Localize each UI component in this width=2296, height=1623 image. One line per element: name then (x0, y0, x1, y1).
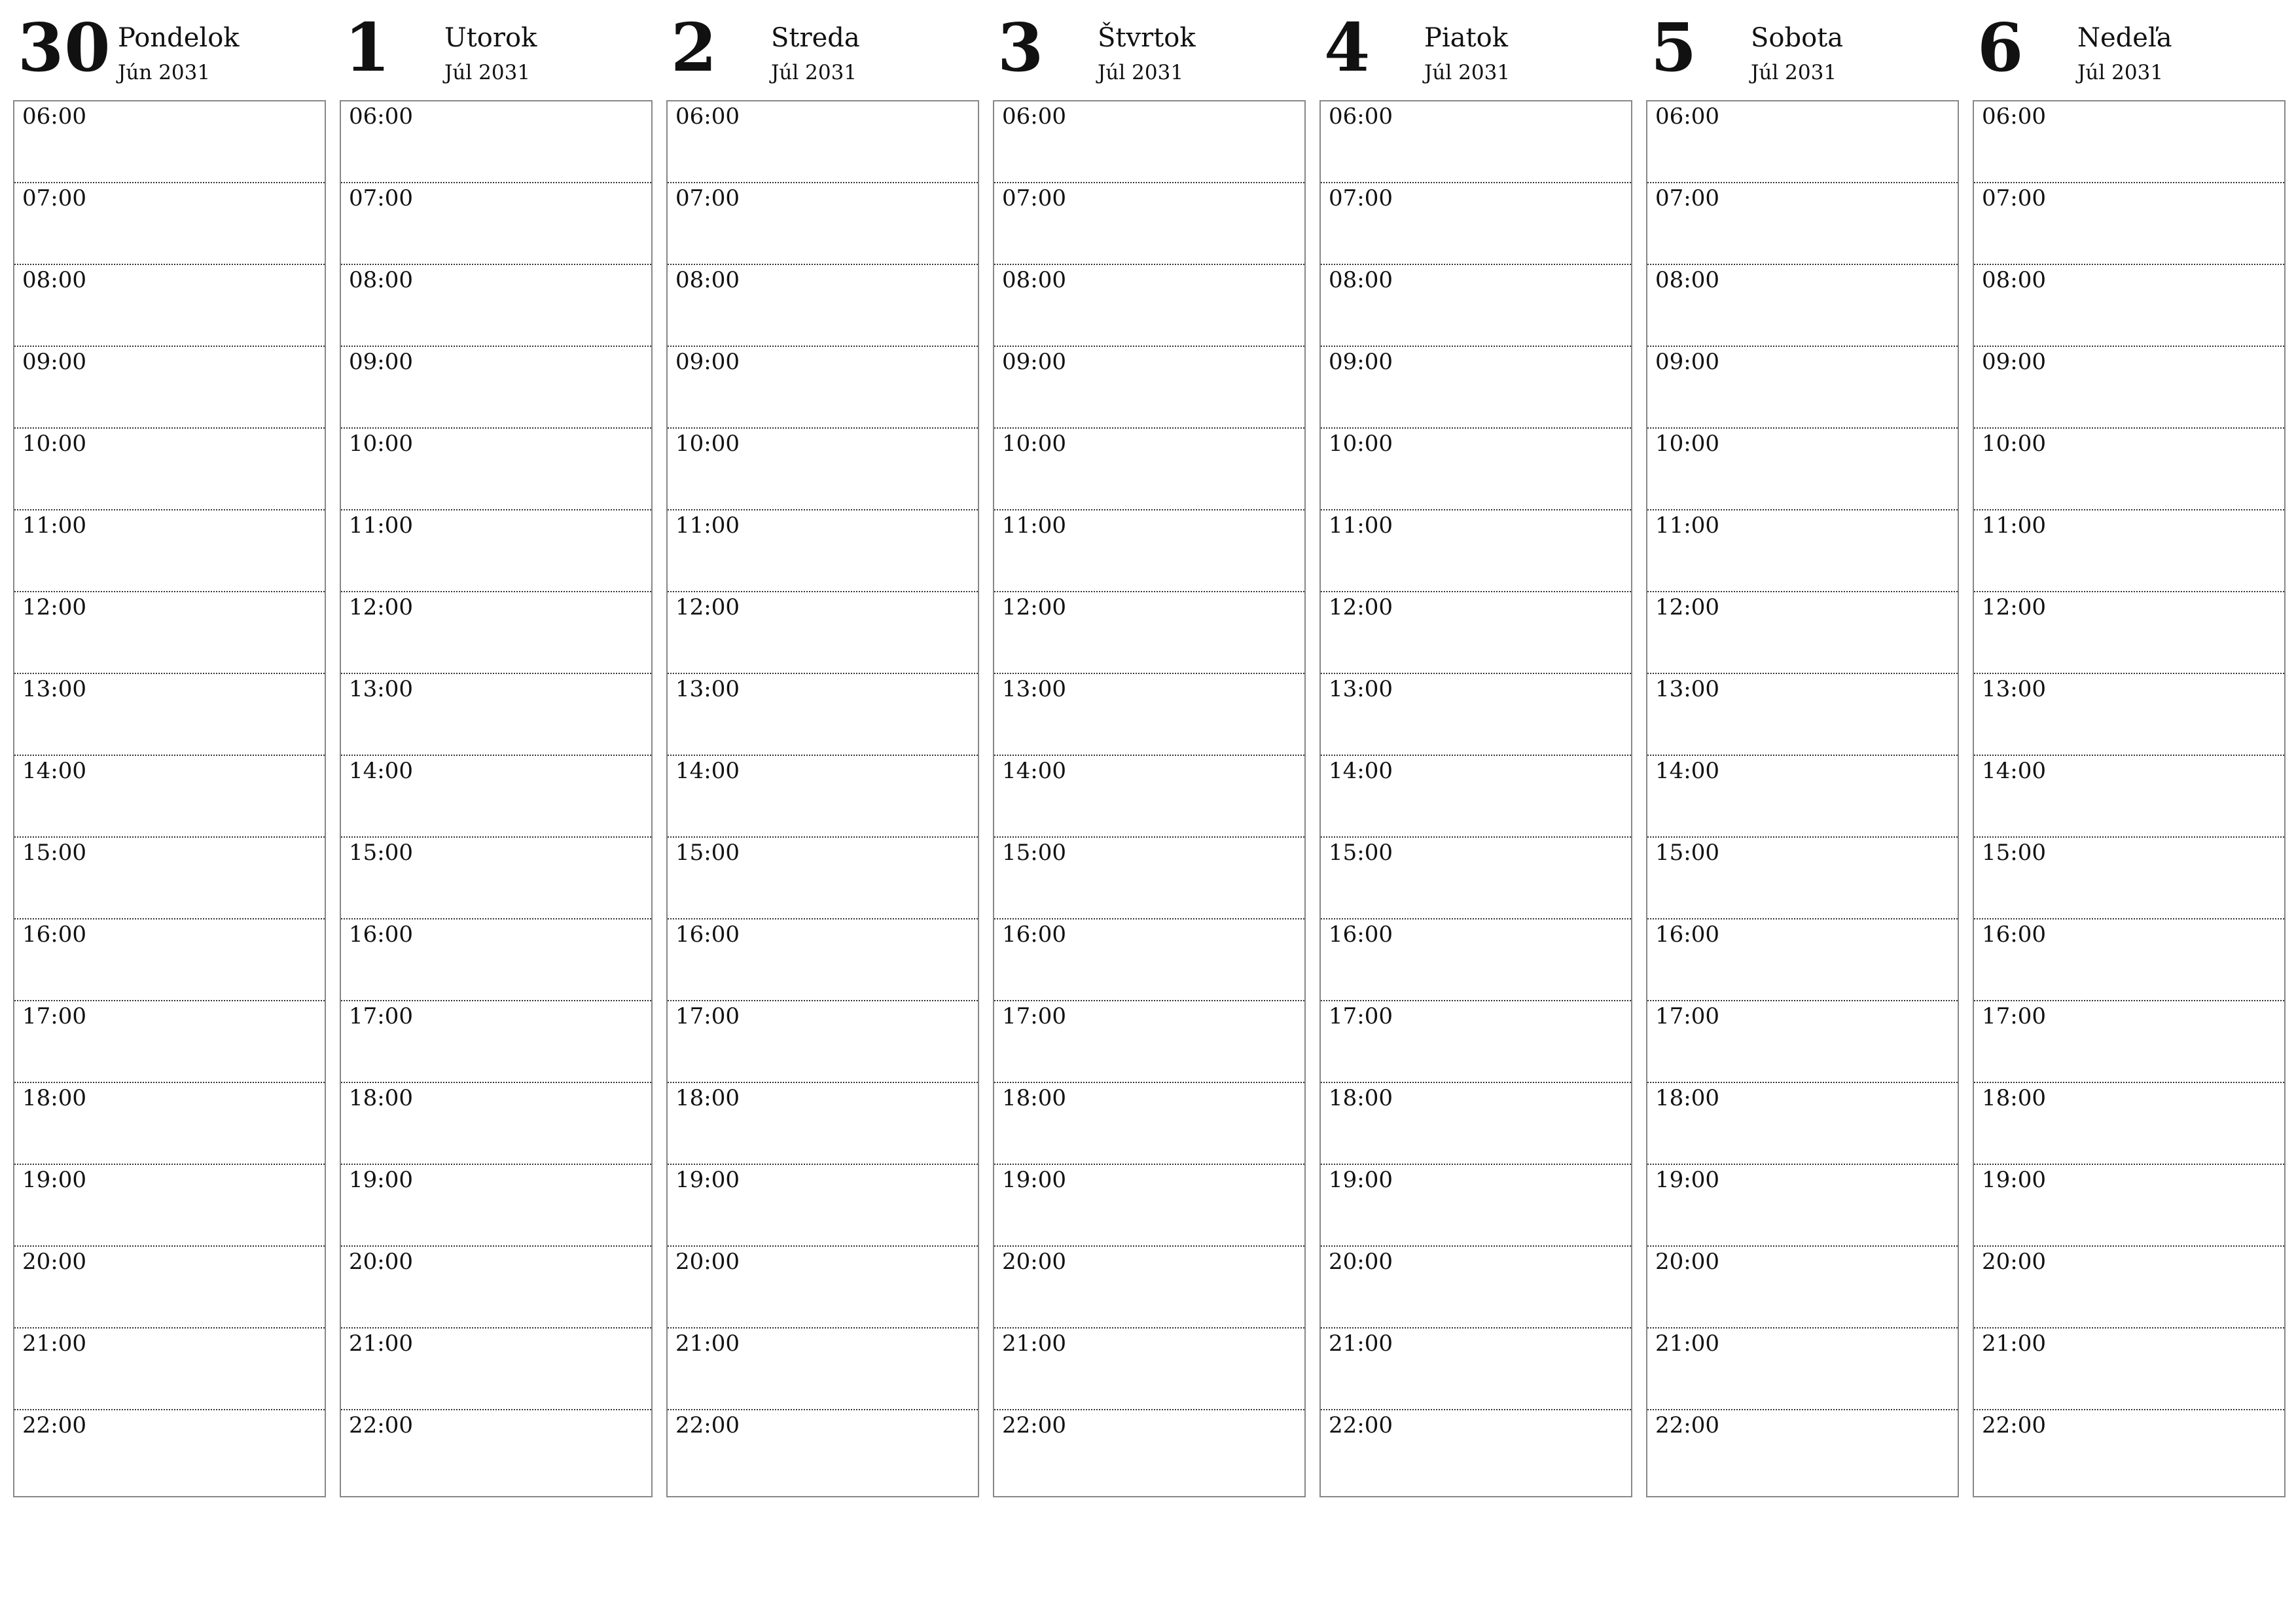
hour-label: 07:00 (675, 185, 740, 211)
hour-slot (1647, 1083, 1958, 1165)
hour-label: 12:00 (22, 594, 86, 620)
hour-label: 10:00 (675, 431, 740, 457)
hour-label: 21:00 (1329, 1330, 1393, 1357)
day-header (993, 0, 1306, 100)
hour-label: 06:00 (1655, 103, 1719, 130)
hour-label: 15:00 (349, 840, 413, 866)
hour-label: 17:00 (1982, 1003, 2046, 1029)
hour-label: 21:00 (349, 1330, 413, 1357)
hour-slot (341, 1410, 651, 1492)
hour-slot (1974, 1410, 2284, 1492)
hour-label: 12:00 (1982, 594, 2046, 620)
day-number: 1 (344, 9, 391, 86)
hour-slot (1321, 1001, 1631, 1083)
hour-label: 14:00 (349, 758, 413, 784)
hour-label: 16:00 (1329, 921, 1393, 948)
hour-slot (14, 1247, 325, 1329)
hour-slot (994, 1165, 1304, 1247)
hour-slot (341, 1083, 651, 1165)
hour-label: 16:00 (1982, 921, 2046, 948)
hour-slot (1321, 183, 1631, 265)
hour-label: 07:00 (1329, 185, 1393, 211)
hour-label: 20:00 (1982, 1249, 2046, 1275)
hour-slot (994, 1083, 1304, 1165)
hour-label: 09:00 (1982, 349, 2046, 375)
hour-slot (1321, 265, 1631, 347)
hour-slot (668, 1247, 978, 1329)
hour-label: 13:00 (1329, 676, 1393, 702)
hour-slot (1974, 510, 2284, 592)
hour-slot (1974, 919, 2284, 1001)
hour-slot (1647, 429, 1958, 510)
hour-slot (1974, 1083, 2284, 1165)
hour-slot (1321, 101, 1631, 183)
hour-label: 06:00 (1002, 103, 1066, 130)
hour-label: 07:00 (1002, 185, 1066, 211)
hour-slot (994, 1329, 1304, 1410)
hour-label: 10:00 (1982, 431, 2046, 457)
hour-slot (1647, 674, 1958, 756)
day-column (13, 0, 326, 1438)
hour-slot (14, 347, 325, 429)
hour-label: 09:00 (349, 349, 413, 375)
hour-slot (1321, 1329, 1631, 1410)
hour-slot (1974, 101, 2284, 183)
hour-slot (668, 756, 978, 838)
hour-slot (341, 265, 651, 347)
hour-label: 12:00 (1655, 594, 1719, 620)
hour-label: 19:00 (1329, 1167, 1393, 1193)
month-year-label: Júl 2031 (444, 61, 531, 84)
hour-label: 06:00 (349, 103, 413, 130)
hour-label: 18:00 (1002, 1085, 1066, 1111)
hour-slot (994, 919, 1304, 1001)
hour-slot (1321, 919, 1631, 1001)
hour-label: 21:00 (1655, 1330, 1719, 1357)
hour-slot (341, 1165, 651, 1247)
hour-label: 12:00 (349, 594, 413, 620)
hour-slot (14, 1165, 325, 1247)
hour-slot (994, 674, 1304, 756)
hour-label: 08:00 (1982, 267, 2046, 293)
hour-label: 17:00 (1002, 1003, 1066, 1029)
hour-slot (668, 347, 978, 429)
day-header (1319, 0, 1632, 100)
hour-slot (668, 1329, 978, 1410)
hour-slot (1647, 1329, 1958, 1410)
hour-slot (14, 101, 325, 183)
month-year-label: Júl 2031 (1098, 61, 1184, 84)
day-number: 6 (1977, 9, 2024, 86)
day-header (1973, 0, 2286, 100)
hour-slot (994, 510, 1304, 592)
day-schedule-box (666, 100, 979, 1497)
hour-label: 11:00 (675, 512, 740, 539)
hour-slot (1647, 838, 1958, 919)
hour-label: 16:00 (1002, 921, 1066, 948)
hour-label: 22:00 (1982, 1412, 2046, 1438)
hour-label: 17:00 (1655, 1003, 1719, 1029)
hour-label: 19:00 (1002, 1167, 1066, 1193)
hour-label: 09:00 (675, 349, 740, 375)
hour-slot (1974, 183, 2284, 265)
day-schedule-box (1319, 100, 1632, 1497)
hour-label: 10:00 (349, 431, 413, 457)
hour-slot (1647, 1165, 1958, 1247)
hour-slot (1321, 756, 1631, 838)
hour-slot (1974, 592, 2284, 674)
hour-slot (1647, 101, 1958, 183)
hour-slot (1321, 347, 1631, 429)
day-schedule-box (993, 100, 1306, 1497)
hour-label: 20:00 (1002, 1249, 1066, 1275)
hour-slot (1647, 183, 1958, 265)
hour-label: 11:00 (349, 512, 413, 539)
hour-slot (1647, 265, 1958, 347)
hour-label: 19:00 (675, 1167, 740, 1193)
hour-label: 14:00 (1329, 758, 1393, 784)
hour-label: 13:00 (1002, 676, 1066, 702)
hour-slot (14, 756, 325, 838)
hour-label: 12:00 (675, 594, 740, 620)
hour-label: 18:00 (1655, 1085, 1719, 1111)
hour-label: 08:00 (1329, 267, 1393, 293)
hour-label: 17:00 (675, 1003, 740, 1029)
hour-slot (1321, 429, 1631, 510)
hour-label: 16:00 (22, 921, 86, 948)
hour-slot (668, 919, 978, 1001)
hour-slot (994, 592, 1304, 674)
month-year-label: Júl 2031 (771, 61, 857, 84)
hour-slot (994, 1410, 1304, 1492)
hour-slot (994, 756, 1304, 838)
hour-label: 08:00 (349, 267, 413, 293)
hour-slot (1321, 510, 1631, 592)
day-column (1973, 0, 2286, 1438)
day-number: 4 (1324, 9, 1371, 86)
hour-label: 22:00 (675, 1412, 740, 1438)
hour-slot (14, 265, 325, 347)
hour-label: 13:00 (22, 676, 86, 702)
hour-label: 13:00 (1655, 676, 1719, 702)
hour-slot (668, 101, 978, 183)
hour-label: 21:00 (1982, 1330, 2046, 1357)
hour-label: 07:00 (22, 185, 86, 211)
hour-slot (668, 429, 978, 510)
hour-label: 20:00 (1655, 1249, 1719, 1275)
hour-slot (668, 510, 978, 592)
hour-label: 16:00 (349, 921, 413, 948)
day-column (666, 0, 979, 1438)
day-number: 2 (671, 9, 718, 86)
day-header (666, 0, 979, 100)
hour-slot (1647, 919, 1958, 1001)
day-column (993, 0, 1306, 1438)
hour-label: 14:00 (675, 758, 740, 784)
day-number: 5 (1651, 9, 1698, 86)
hour-slot (14, 1329, 325, 1410)
hour-slot (668, 1083, 978, 1165)
hour-slot (14, 183, 325, 265)
hour-label: 11:00 (1982, 512, 2046, 539)
hour-label: 18:00 (349, 1085, 413, 1111)
hour-slot (1321, 1247, 1631, 1329)
hour-slot (14, 429, 325, 510)
hour-slot (994, 1001, 1304, 1083)
hour-label: 08:00 (1002, 267, 1066, 293)
hour-label: 20:00 (675, 1249, 740, 1275)
hour-slot (1974, 1165, 2284, 1247)
day-column (340, 0, 653, 1438)
hour-slot (1974, 347, 2284, 429)
hour-slot (341, 1001, 651, 1083)
hour-slot (994, 429, 1304, 510)
hour-slot (668, 674, 978, 756)
hour-label: 06:00 (1982, 103, 2046, 130)
hour-slot (14, 1001, 325, 1083)
weekday-name: Štvrtok (1098, 23, 1196, 53)
weekday-name: Nedeľa (2077, 23, 2172, 53)
hour-slot (1321, 1410, 1631, 1492)
hour-label: 09:00 (22, 349, 86, 375)
month-year-label: Júl 2031 (2077, 61, 2164, 84)
hour-label: 11:00 (1002, 512, 1066, 539)
hour-label: 09:00 (1329, 349, 1393, 375)
weekday-name: Pondelok (118, 23, 240, 53)
hour-slot (341, 101, 651, 183)
day-header (340, 0, 653, 100)
hour-label: 11:00 (22, 512, 86, 539)
hour-slot (1974, 265, 2284, 347)
hour-label: 17:00 (22, 1003, 86, 1029)
weekday-name: Piatok (1424, 23, 1508, 53)
hour-slot (994, 101, 1304, 183)
day-number: 3 (997, 9, 1045, 86)
weekday-name: Sobota (1751, 23, 1844, 53)
hour-label: 13:00 (675, 676, 740, 702)
hour-label: 18:00 (22, 1085, 86, 1111)
hour-slot (14, 1083, 325, 1165)
hour-label: 10:00 (1002, 431, 1066, 457)
hour-slot (14, 592, 325, 674)
hour-label: 16:00 (675, 921, 740, 948)
hour-label: 10:00 (1655, 431, 1719, 457)
hour-label: 18:00 (1329, 1085, 1393, 1111)
hour-label: 10:00 (1329, 431, 1393, 457)
hour-slot (341, 347, 651, 429)
hour-label: 11:00 (1655, 512, 1719, 539)
hour-slot (341, 919, 651, 1001)
hour-slot (668, 183, 978, 265)
day-header (13, 0, 326, 100)
hour-slot (1647, 756, 1958, 838)
hour-slot (341, 183, 651, 265)
day-header (1646, 0, 1959, 100)
hour-slot (668, 265, 978, 347)
hour-slot (14, 510, 325, 592)
hour-label: 08:00 (22, 267, 86, 293)
hour-label: 06:00 (1329, 103, 1393, 130)
hour-slot (994, 183, 1304, 265)
hour-slot (341, 1329, 651, 1410)
hour-label: 18:00 (675, 1085, 740, 1111)
hour-label: 09:00 (1655, 349, 1719, 375)
hour-label: 19:00 (1655, 1167, 1719, 1193)
hour-slot (1974, 674, 2284, 756)
hour-label: 19:00 (22, 1167, 86, 1193)
hour-slot (341, 674, 651, 756)
hour-label: 22:00 (1002, 1412, 1066, 1438)
hour-label: 08:00 (1655, 267, 1719, 293)
hour-label: 17:00 (1329, 1003, 1393, 1029)
hour-slot (668, 1001, 978, 1083)
hour-label: 20:00 (22, 1249, 86, 1275)
hour-label: 12:00 (1002, 594, 1066, 620)
hour-slot (341, 429, 651, 510)
day-schedule-box (340, 100, 653, 1497)
hour-label: 18:00 (1982, 1085, 2046, 1111)
hour-slot (14, 919, 325, 1001)
hour-label: 07:00 (349, 185, 413, 211)
hour-slot (1974, 1247, 2284, 1329)
hour-label: 20:00 (1329, 1249, 1393, 1275)
hour-slot (1974, 838, 2284, 919)
hour-label: 13:00 (349, 676, 413, 702)
hour-slot (341, 756, 651, 838)
hour-slot (1321, 674, 1631, 756)
hour-label: 22:00 (1329, 1412, 1393, 1438)
hour-label: 19:00 (349, 1167, 413, 1193)
hour-label: 19:00 (1982, 1167, 2046, 1193)
hour-label: 15:00 (1655, 840, 1719, 866)
month-year-label: Júl 2031 (1424, 61, 1511, 84)
hour-slot (1321, 1165, 1631, 1247)
day-schedule-box (13, 100, 326, 1497)
day-column (1646, 0, 1959, 1438)
hour-slot (1647, 347, 1958, 429)
hour-label: 15:00 (22, 840, 86, 866)
hour-slot (14, 1410, 325, 1492)
hour-label: 07:00 (1982, 185, 2046, 211)
hour-slot (668, 592, 978, 674)
hour-slot (1974, 756, 2284, 838)
hour-slot (1321, 1083, 1631, 1165)
weekday-name: Utorok (444, 23, 537, 53)
hour-label: 22:00 (22, 1412, 86, 1438)
hour-slot (668, 1410, 978, 1492)
hour-label: 13:00 (1982, 676, 2046, 702)
hour-slot (1321, 592, 1631, 674)
hour-slot (1647, 1001, 1958, 1083)
hour-label: 21:00 (1002, 1330, 1066, 1357)
hour-label: 14:00 (1002, 758, 1066, 784)
hour-label: 15:00 (1002, 840, 1066, 866)
hour-label: 15:00 (675, 840, 740, 866)
hour-label: 14:00 (1655, 758, 1719, 784)
hour-slot (1647, 510, 1958, 592)
day-column (1319, 0, 1632, 1438)
hour-slot (341, 592, 651, 674)
hour-label: 20:00 (349, 1249, 413, 1275)
hour-label: 06:00 (22, 103, 86, 130)
hour-slot (1974, 429, 2284, 510)
month-year-label: Júl 2031 (1751, 61, 1837, 84)
hour-slot (341, 1247, 651, 1329)
hour-label: 16:00 (1655, 921, 1719, 948)
hour-slot (14, 838, 325, 919)
hour-slot (1974, 1001, 2284, 1083)
hour-label: 14:00 (22, 758, 86, 784)
hour-label: 17:00 (349, 1003, 413, 1029)
hour-label: 22:00 (349, 1412, 413, 1438)
hour-label: 08:00 (675, 267, 740, 293)
hour-label: 21:00 (22, 1330, 86, 1357)
hour-slot (994, 1247, 1304, 1329)
hour-slot (668, 1165, 978, 1247)
day-schedule-box (1646, 100, 1959, 1497)
hour-slot (1647, 592, 1958, 674)
hour-label: 14:00 (1982, 758, 2046, 784)
weekday-name: Streda (771, 23, 860, 53)
hour-slot (994, 347, 1304, 429)
hour-slot (1647, 1410, 1958, 1492)
hour-label: 09:00 (1002, 349, 1066, 375)
hour-slot (1974, 1329, 2284, 1410)
hour-slot (1321, 838, 1631, 919)
hour-label: 10:00 (22, 431, 86, 457)
hour-slot (994, 265, 1304, 347)
hour-label: 21:00 (675, 1330, 740, 1357)
day-schedule-box (1973, 100, 2286, 1497)
hour-slot (668, 838, 978, 919)
hour-label: 22:00 (1655, 1412, 1719, 1438)
hour-slot (14, 674, 325, 756)
hour-slot (341, 510, 651, 592)
hour-slot (341, 838, 651, 919)
hour-label: 15:00 (1982, 840, 2046, 866)
hour-label: 06:00 (675, 103, 740, 130)
hour-slot (994, 838, 1304, 919)
hour-label: 07:00 (1655, 185, 1719, 211)
day-number: 30 (18, 9, 111, 86)
hour-label: 12:00 (1329, 594, 1393, 620)
hour-label: 15:00 (1329, 840, 1393, 866)
hour-slot (1647, 1247, 1958, 1329)
month-year-label: Jún 2031 (118, 61, 211, 84)
hour-label: 11:00 (1329, 512, 1393, 539)
